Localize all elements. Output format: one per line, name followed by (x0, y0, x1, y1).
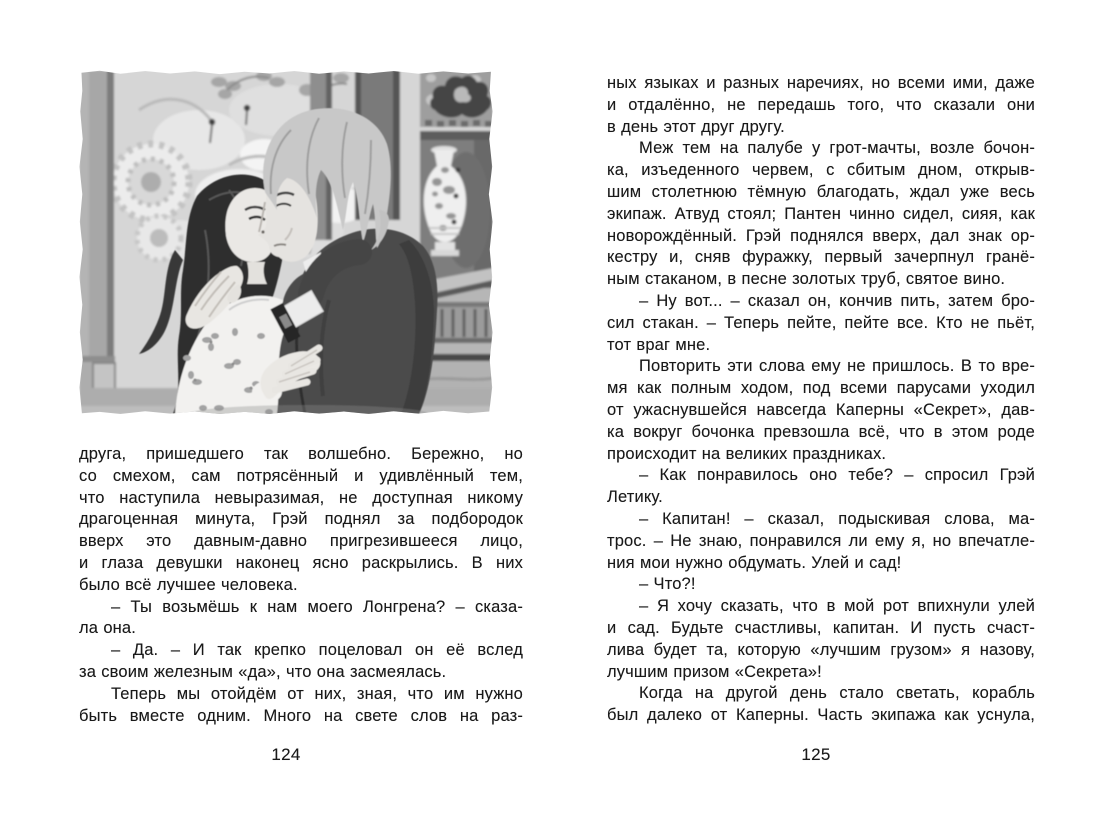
text-line: Когда на другой день стало светать, корабль (639, 684, 1035, 703)
text-line: и сад. Будьте счастливы, капитан. И пусть счаст- (607, 618, 1035, 637)
left-page-text (79, 444, 523, 727)
text-line: Летику. (607, 488, 663, 507)
text-line: кестру и, сняв фуражку, первый зачерпнул гранё- (607, 248, 1035, 267)
text-line: ния мои нужно обдумать. Улей и сад! (607, 553, 902, 572)
illustration (79, 70, 493, 415)
right-page-text (607, 73, 1035, 727)
text-line: ным стаканом, в песне золотых труб, святое вино. (607, 270, 1006, 289)
text-line: лива будет та, которую «лучшим грузом» я назову, (607, 640, 1035, 659)
text-line: – Как понравилось оно тебе? – спросил Грэй (639, 466, 1035, 485)
left-page-number: 124 (271, 745, 301, 764)
text-line: со смехом, сам потрясённый и удивлённый тем, (79, 466, 523, 485)
text-line: новорождённый. Грэй поднялся вверх, дал знак ор- (607, 226, 1035, 245)
text-line: сил стакан. – Теперь пейте, пейте все. Кто не пьёт, (607, 313, 1035, 332)
text-line: – Что?! (639, 575, 696, 594)
text-line: – Капитан! – сказал, подыскивая слова, ма- (639, 509, 1035, 528)
text-line: тот враг мне. (607, 335, 711, 354)
text-line: ных языках и разных наречиях, но всеми ими, даже (607, 74, 1035, 92)
text-line: Повторить эти слова ему не пришлось. В то вре- (639, 357, 1035, 376)
text-line: быть вместе одним. Много на свете слов на раз- (79, 706, 523, 725)
text-line: вверх это давным-давно пригрезившееся лицо, (79, 532, 523, 551)
text-line: экипаж. Атвуд стоял; Пантен чинно сидел, сияя, как (607, 204, 1035, 223)
text-line: друга, пришедшего так волшебно. Бережно, но (79, 445, 523, 463)
text-line: в день этот друг другу. (607, 117, 785, 136)
text-line: что наступила невыразимая, не доступная никому (79, 488, 523, 507)
text-line: ка вокруг бочонка превзошла всё, что в этом роде (607, 422, 1035, 441)
text-line: от ужаснувшейся навсегда Каперны «Секрет», дав- (607, 400, 1035, 419)
text-line: – Ты возьмёшь к нам моего Лонгрена? – сказа- (111, 597, 523, 616)
text-line: Меж тем на палубе у грот-мачты, возле бочон- (639, 139, 1035, 158)
text-line: лучшим призом «Секрета»! (607, 662, 822, 681)
text-line: шим столетнюю тёмную благодать, ждал уже весь (607, 182, 1035, 201)
text-line: мя как полным ходом, под всеми парусами уходил (607, 379, 1035, 398)
text-line: и глаза девушки наконец ясно раскрылись. В них (79, 553, 523, 572)
text-line: – Да. – И так крепко поцеловал он её вслед (111, 641, 523, 660)
text-line: и отдалённо, не передашь того, что сказали они (607, 95, 1035, 114)
text-line: ла она. (79, 619, 136, 638)
text-line: трос. – Не знаю, понравился ли ему я, но впечатле- (607, 531, 1035, 550)
illustration-svg (79, 70, 493, 415)
text-line: происходит на великих праздниках. (607, 444, 887, 463)
text-line: ка, изъеденного червем, с сбитым дном, открыв- (607, 161, 1035, 180)
text-line: было всё лучшее человека. (79, 575, 298, 594)
right-page-number: 125 (801, 745, 831, 764)
text-line: за своим железным «да», что она засмеялась. (79, 662, 447, 681)
text-line: Теперь мы отойдём от них, зная, что им нужно (111, 684, 523, 703)
text-line: – Ну вот... – сказал он, кончив пить, затем бро- (639, 291, 1035, 310)
text-line: – Я хочу сказать, что в мой рот впихнули улей (639, 597, 1035, 616)
text-line: был далеко от Каперны. Часть экипажа как уснула, (607, 706, 1035, 725)
text-line: драгоценная минута, Грэй поднял за подбородок (79, 510, 523, 529)
window-frame (79, 70, 115, 415)
